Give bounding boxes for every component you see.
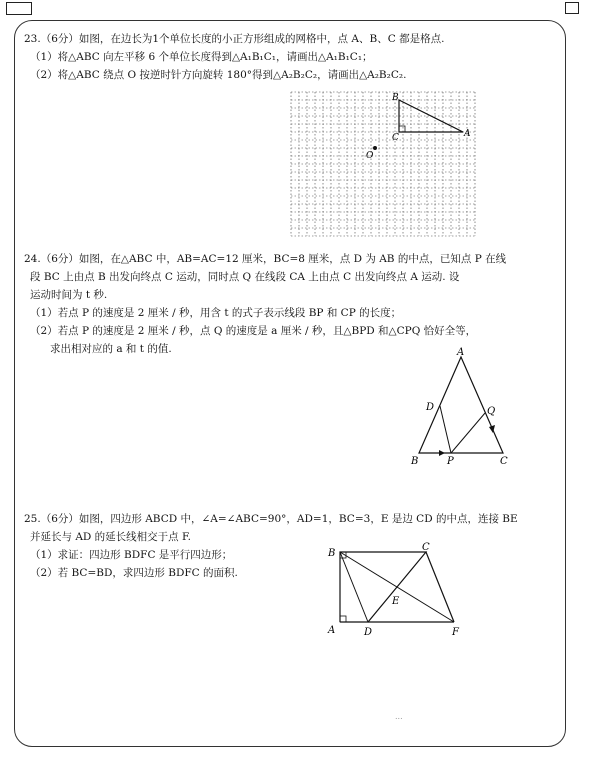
arrow-p (439, 450, 445, 456)
label-d: D (426, 402, 435, 413)
label-b: B (392, 93, 399, 103)
q25-part2: （2）若 BC=BD，求四边形 BDFC 的面积. (30, 567, 238, 579)
q24-triangle-figure (405, 345, 523, 467)
label-a: A (464, 129, 471, 139)
label-a: A (457, 347, 465, 358)
q24-line3: 运动时间为 t 秒. (30, 289, 108, 301)
segment-pq (451, 413, 485, 453)
q24-part1: （1）若点 P 的速度是 2 厘米 / 秒，用含 t 的式子表示线段 BP 和 CP 的长度； (30, 307, 402, 319)
corner-box-right (565, 2, 579, 14)
q25-part1: （1）求证：四边形 BDFC 是平行四边形； (30, 549, 233, 561)
q23-stem: 23.（6分）如图，在边长为1个单位长度的小正方形组成的网格中，点 A、B、C 都是格点. (24, 33, 445, 45)
q24-line1: 24.（6分）如图，在△ABC 中，AB=AC=12 厘米，BC=8 厘米，点 D 为 AB 的中点，已知点 P 在线 (24, 253, 507, 265)
label-o: O (366, 151, 374, 161)
segment-dp (440, 406, 451, 453)
label-b: B (411, 456, 419, 467)
q23-part2: （2）将△ABC 绕点 O 按逆时针方向旋转 180°得到△A₂B₂C₂，请画出△A₂B₂C₂. (30, 69, 407, 81)
label-c: C (392, 133, 399, 143)
q24-line2: 段 BC 上由点 B 出发向终点 C 运动，同时点 Q 在线段 CA 上由点 C 出发向终点 A 运动. 设 (30, 271, 460, 283)
label-q: Q (487, 406, 496, 417)
corner-box-left (6, 2, 32, 15)
q25-line1: 25.（6分）如图，四边形 ABCD 中，∠A=∠ABC=90°，AD=1，BC=3，E 是边 CD 的中点，连接 BE (24, 513, 518, 525)
label-f: F (452, 627, 459, 638)
point-o (373, 146, 377, 150)
segment-cf (426, 552, 454, 622)
quad-abcd (340, 552, 426, 622)
label-c: C (500, 456, 508, 467)
segment-bf (340, 552, 454, 622)
q24-part2b: 求出相对应的 a 和 t 的值. (50, 343, 172, 355)
label-c: C (422, 542, 430, 553)
q25-quadrilateral-figure (322, 538, 474, 640)
label-p: P (447, 456, 454, 467)
label-d: D (364, 627, 373, 638)
label-e: E (392, 596, 400, 607)
q24-part2a: （2）若点 P 的速度是 2 厘米 / 秒，点 Q 的速度是 a 厘米 / 秒，且△BPD 和△CPQ 恰好全等， (30, 325, 477, 337)
right-angle-mark (399, 126, 405, 132)
q25-line2: 并延长与 AD 的延长线相交于点 F. (30, 531, 192, 543)
label-b: B (328, 548, 336, 559)
q23-part1: （1）将△ABC 向左平移 6 个单位长度得到△A₁B₁C₁，请画出△A₁B₁C₁； (30, 51, 373, 63)
stray-mark: ... (395, 712, 403, 721)
q23-grid-figure (287, 88, 483, 238)
segment-bd (340, 552, 368, 622)
label-a: A (328, 625, 336, 636)
right-angle-a (340, 616, 346, 622)
